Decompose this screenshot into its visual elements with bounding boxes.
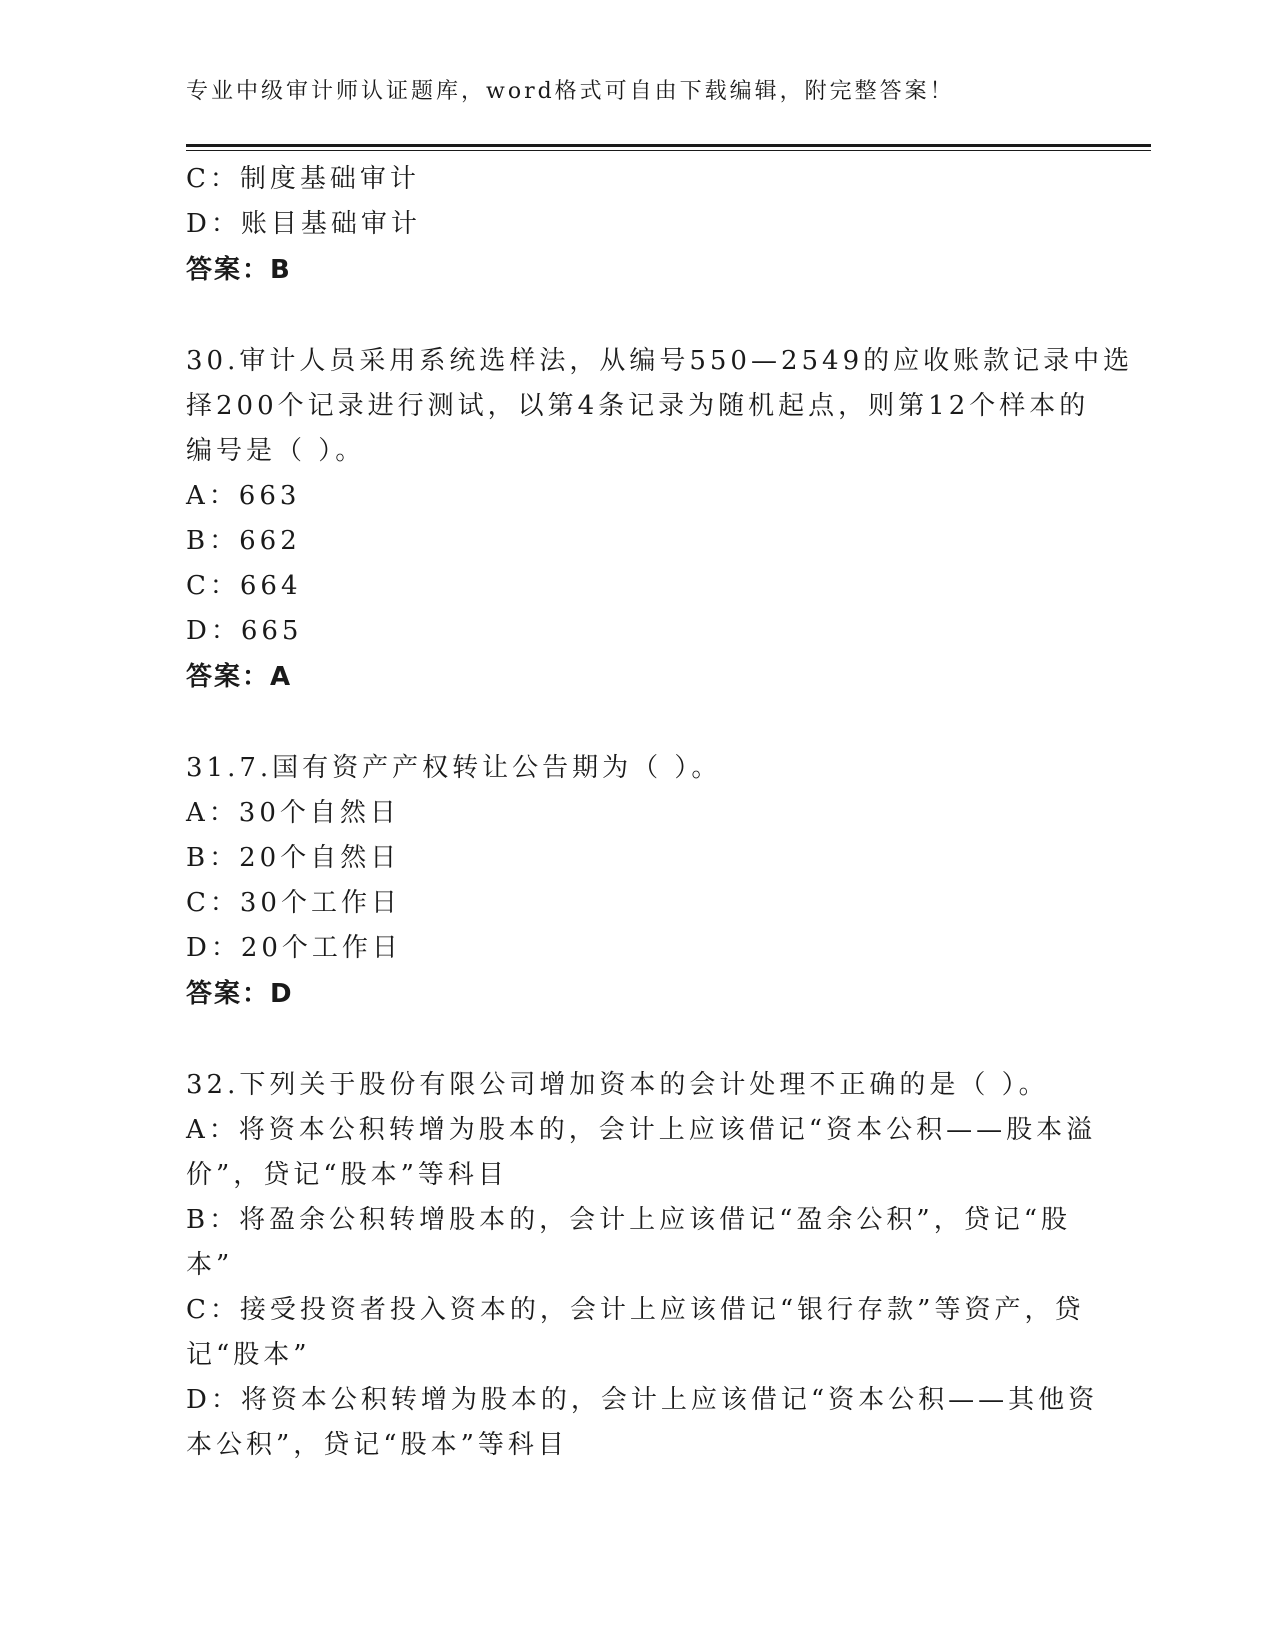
- text-line: 32.下列关于股份有限公司增加资本的会计处理不正确的是（ ）。: [186, 1070, 1049, 1100]
- text-line: 记“股本”: [186, 1340, 311, 1370]
- text-line: 价”，贷记“股本”等科目: [186, 1160, 508, 1190]
- text-line: B：20个自然日: [186, 843, 401, 873]
- text-line: 本”: [186, 1250, 234, 1280]
- text-line: 本公积”，贷记“股本”等科目: [186, 1430, 568, 1460]
- text-line: C：接受投资者投入资本的，会计上应该借记“银行存款”等资产，贷: [186, 1295, 1085, 1325]
- text-line: D：账目基础审计: [186, 209, 421, 239]
- text-line: 31.7.国有资产产权转让公告期为（ ）。: [186, 753, 722, 783]
- header-rule-thick: [186, 144, 1151, 147]
- text-line: A：将资本公积转增为股本的，会计上应该借记“资本公积——股本溢: [186, 1115, 1097, 1145]
- text-line: 30.审计人员采用系统选样法，从编号550—2549的应收账款记录中选: [186, 346, 1134, 376]
- answer-line: 答案：A: [186, 662, 293, 692]
- answer-line: 答案：B: [186, 255, 292, 285]
- text-line: 择200个记录进行测试，以第4条记录为随机起点，则第12个样本的: [186, 391, 1090, 421]
- text-line: D：665: [186, 616, 303, 646]
- text-line: D：将资本公积转增为股本的，会计上应该借记“资本公积——其他资: [186, 1385, 1099, 1415]
- text-line: 编号是（ ）。: [186, 436, 366, 466]
- text-line: C：664: [186, 571, 302, 601]
- text-line: B：将盈余公积转增股本的，会计上应该借记“盈余公积”，贷记“股: [186, 1205, 1071, 1235]
- page-header: 专业中级审计师认证题库，word格式可自由下载编辑，附完整答案！: [186, 79, 955, 104]
- header-rule-thin: [186, 150, 1151, 151]
- text-line: C：30个工作日: [186, 888, 401, 918]
- text-line: B：662: [186, 526, 301, 556]
- answer-line: 答案：D: [186, 979, 294, 1009]
- text-line: C：制度基础审计: [186, 164, 420, 194]
- text-line: A：30个自然日: [186, 798, 400, 828]
- text-line: A：663: [186, 481, 301, 511]
- text-line: D：20个工作日: [186, 933, 402, 963]
